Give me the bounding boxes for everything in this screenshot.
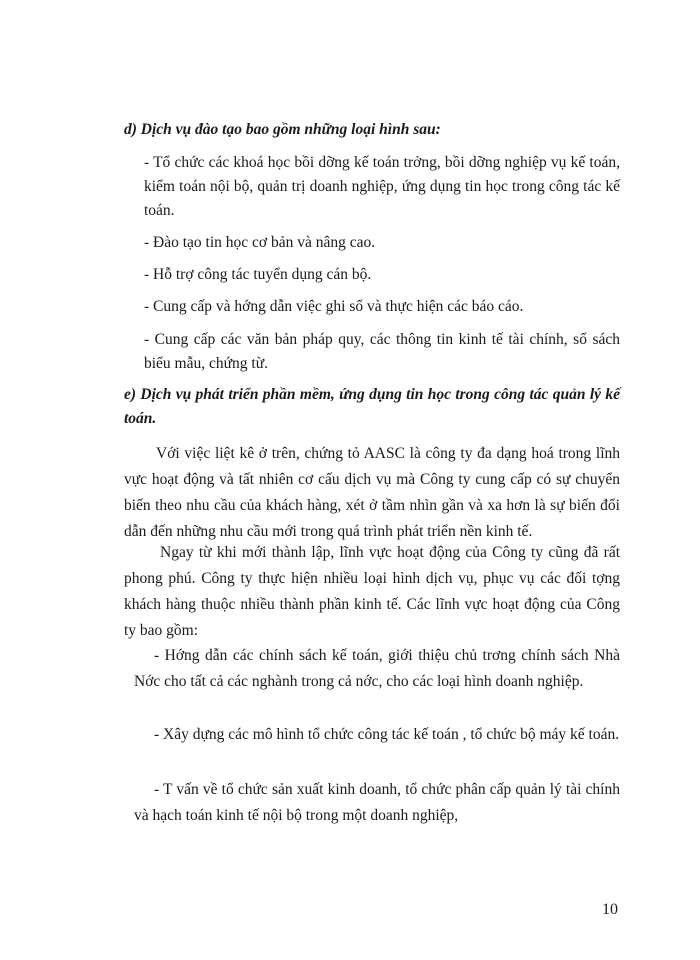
page-number: 10 [602, 901, 618, 918]
section-d-item: - Cung cấp và hớng dẫn việc ghi sổ và thực hiện các báo cáo. [144, 298, 524, 315]
body-paragraph: Ngay từ khi mới thành lập, lĩnh vực hoạt động của Công ty cũng đã rất phong phú. Công ty thực hiện nhiều loại hình dịch vụ, phục vụ các đối tợng khách hàng thuộc nhiều thành phần kinh tế. Các lĩnh vực hoạt động của Công ty bao gồm: [124, 544, 620, 639]
section-d-item: - Đào tạo tin học cơ bản và nâng cao. [144, 234, 376, 251]
activity-item: - T vấn về tổ chức sản xuất kinh doanh, tổ chức phân cấp quản lý tài chính và hạch toán kinh tế nội bộ trong một doanh nghiệp, [134, 781, 620, 824]
activity-item: - Xây dựng các mô hình tổ chức công tác kế toán , tổ chức bộ máy kế toán. [154, 726, 620, 743]
section-d-heading: d) Dịch vụ đào tạo bao gồm những loại hình sau: [124, 121, 441, 138]
activity-item: - Hớng dẫn các chính sách kế toán, giới thiệu chủ trơng chính sách Nhà Nớc cho tất cả các nghành trong cả nớc, cho các loại hình doanh nghiệp. [134, 647, 620, 690]
section-e-heading: e) Dịch vụ phát triển phần mềm, ứng dụng tin học trong công tác quản lý kế toán. [124, 386, 620, 427]
section-d-item: - Tổ chức các khoá học bồi dỡng kế toán trởng, bồi dỡng nghiệp vụ kế toán, kiểm toán nội bộ, quản trị doanh nghiệp, ứng dụng tin học trong công tác kế toán. [144, 154, 620, 219]
section-d-item: - Cung cấp các văn bản pháp quy, các thông tin kinh tế tài chính, sổ sách biểu mẫu, chứng từ. [144, 331, 620, 372]
section-d-item: - Hỗ trợ công tác tuyển dụng cán bộ. [144, 266, 372, 283]
body-paragraph: Với việc liệt kê ở trên, chứng tỏ AASC là công ty đa dạng hoá trong lĩnh vực hoạt động và tất nhiên cơ cấu dịch vụ mà Công ty cung cấp có sự chuyển biến theo nhu cầu của khách hàng, xét ở tầm nhìn gần và xa hơn là sự biến đổi dẫn đến những nhu cầu mới trong quá trình phát triển nền kinh tế. [124, 445, 620, 540]
